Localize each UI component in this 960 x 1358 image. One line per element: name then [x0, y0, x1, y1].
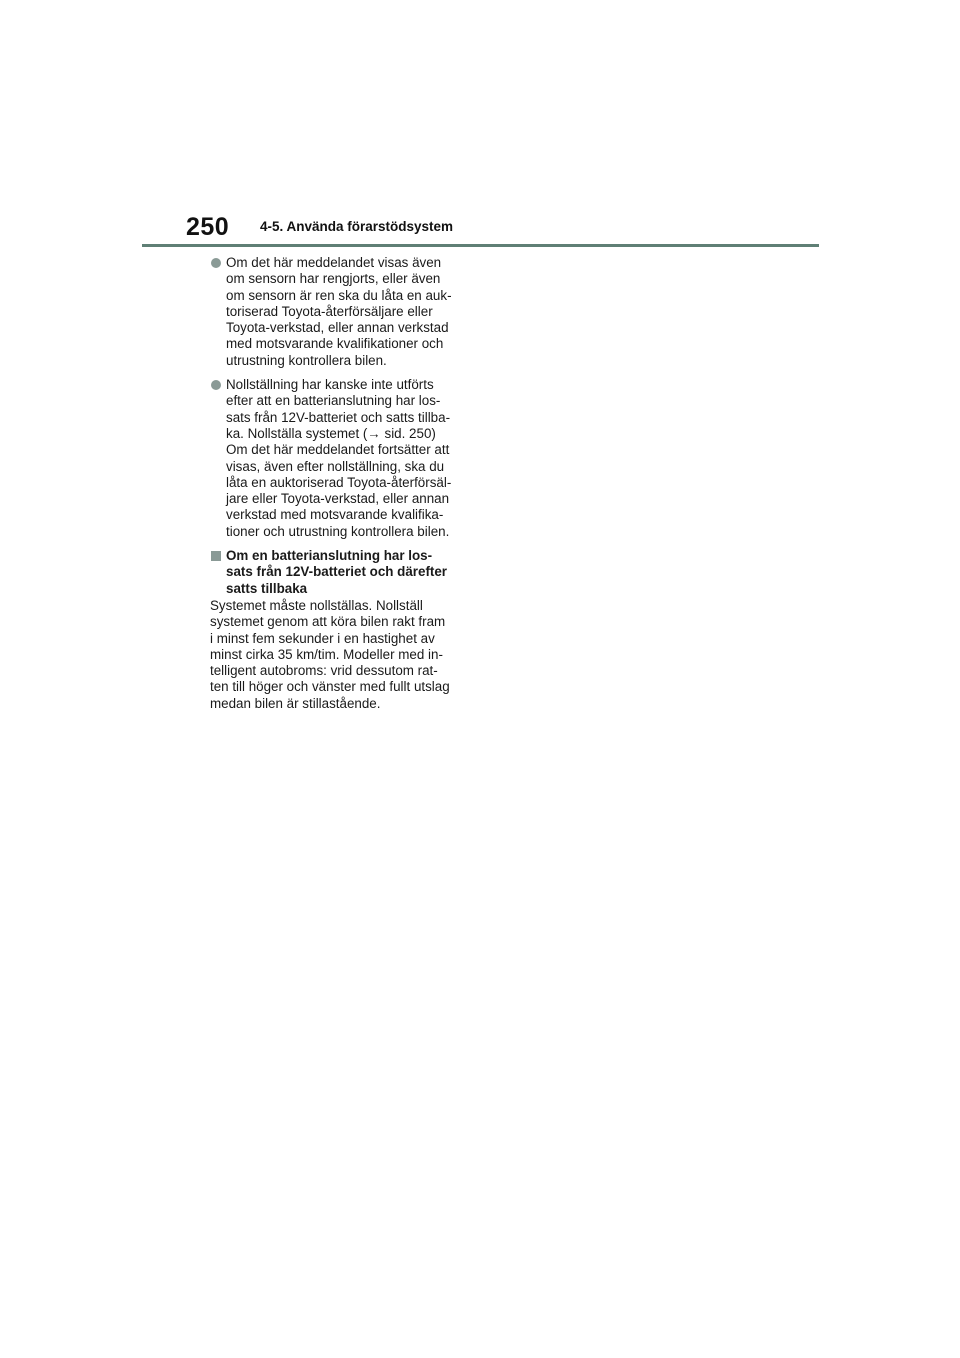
bullet-dot-icon [211, 380, 221, 390]
heading-line: sats från 12V-batteriet och därefter [226, 564, 448, 580]
heading-square-icon [211, 551, 221, 561]
text-line: ka. Nollställa systemet (→ sid. 250) [226, 425, 436, 441]
text-line: visas, även efter nollställning, ska du [226, 458, 445, 474]
text-line: medan bilen är stillastående. [210, 695, 381, 711]
body-paragraph [210, 598, 472, 712]
text-line: telligent autobroms: vrid dessutom rat- [210, 663, 438, 679]
text-line: verkstad med motsvarande kvalifika- [226, 507, 444, 523]
text-line: Toyota-verkstad, eller annan verkstad [226, 320, 449, 336]
bullet-item [210, 255, 472, 369]
text-line: jare eller Toyota-verkstad, eller annan [226, 491, 450, 507]
subheading [210, 548, 472, 597]
page-number: 250 [186, 213, 230, 241]
text-line: Om det här meddelandet visas även [226, 255, 442, 270]
text-line: sats från 12V-batteriet och satts tillba- [226, 409, 451, 425]
text-line: toriserad Toyota-återförsäljare eller [226, 303, 433, 319]
text-line: ten till höger och vänster med fullt utslag [210, 679, 450, 695]
header-rule [142, 244, 819, 247]
text-line: efter att en batterianslutning har los- [226, 393, 441, 409]
text-line: utrustning kontrollera bilen. [226, 352, 387, 368]
text-line: systemet genom att köra bilen rakt fram [210, 614, 446, 630]
bullet-dot-icon [211, 258, 221, 268]
text-line: låta en auktoriserad Toyota-återförsäl- [226, 474, 452, 490]
text-line: om sensorn är ren ska du låta en auk- [226, 287, 452, 303]
text-line: tioner och utrustning kontrollera bilen. [226, 523, 450, 539]
section-title: 4-5. Använda förarstödsystem [260, 219, 454, 234]
text-line: om sensorn har rengjorts, eller även [226, 271, 441, 287]
content-column [210, 255, 472, 712]
text-line: Nollställning har kanske inte utförts [226, 377, 434, 393]
text-line: Systemet måste nollställas. Nollställ [210, 597, 423, 613]
heading-line: satts tillbaka [226, 580, 308, 596]
bullet-item [210, 377, 472, 540]
text-line: med motsvarande kvalifikationer och [226, 336, 444, 352]
heading-line: Om en batterianslutning har los- [226, 548, 433, 564]
text-line: minst cirka 35 km/tim. Modeller med in- [210, 646, 443, 662]
text-line: i minst fem sekunder i en hastighet av [210, 630, 435, 646]
text-line: Om det här meddelandet fortsätter att [226, 442, 450, 458]
